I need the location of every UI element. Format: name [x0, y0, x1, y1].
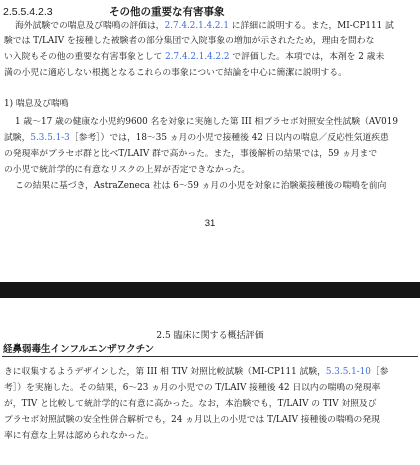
- text-run: プラセボ対照試験の安全性併合解析でも，24 ヵ月以上の小児では T/LAIV 接種後の喘鳴の発現: [4, 415, 380, 425]
- text-run: ［参: [370, 367, 389, 377]
- paragraph-line: [4, 132, 389, 144]
- document-page-bottom: [0, 298, 420, 465]
- text-run: に詳細に説明する。また，MI-CP111 試: [228, 21, 394, 31]
- text-run: い入院もその他の重要な有害事象として: [4, 52, 166, 62]
- text-run: この結果に基づき，AstraZeneca 社は 6～59 ヵ月の小児を対象に治験薬接種後の喘鳴を前向: [15, 181, 387, 191]
- paragraph-line: [4, 398, 377, 410]
- cross-reference-link[interactable]: 5.3.5.1-3: [30, 133, 70, 143]
- page-number: 31: [204, 218, 216, 229]
- paragraph-line: [4, 366, 388, 378]
- text-run: 考］）を実施した。その結果，6～23 ヵ月の小児での T/LAIV 接種後 42 日以内の喘鳴の発現率: [4, 383, 381, 393]
- page-gap: [0, 262, 420, 282]
- text-run: で評価した。本項では，本剤を 2 歳未: [229, 52, 385, 62]
- paragraph-line: [4, 148, 377, 160]
- paragraph-line: [4, 164, 250, 176]
- paragraph-line: [4, 67, 347, 79]
- page-separator: [0, 282, 420, 298]
- paragraph-line: [4, 35, 374, 47]
- cross-reference-link[interactable]: 2.7.4.2.1.4.2.2: [165, 52, 230, 62]
- subheading-asthma-wheezing: 1) 喘息及び喘鳴: [4, 99, 69, 109]
- text-run: が，TIV と比較して統計学的に有意に高かった。なお，本治験でも，T/LAIV の TIV 対照及び: [4, 399, 377, 409]
- text-run: 海外試験での喘息及び喘鳴の評価は，: [15, 21, 165, 31]
- paragraph-line: [15, 180, 386, 192]
- paragraph-line: [15, 116, 398, 128]
- paragraph-line: [4, 430, 154, 442]
- text-run: の小児で統計学的に有意なリスクの上昇が否定できなかった。: [4, 165, 251, 175]
- running-header: 2.5 臨床に関する概括評価: [156, 331, 264, 341]
- text-run: 験では T/LAIV を接種した被験者の部分集団で入院事象の増加が示されたため，理由を問わな: [4, 36, 375, 46]
- paragraph-line: [4, 51, 384, 63]
- text-run: 満の小児に適応しない根拠となるこれらの事象について結論を中心に簡潔に説明する。: [4, 68, 347, 78]
- text-run: の発現率がプラセボ群と比べT/LAIV 群で高かった。また，事後解析の結果では，59 ヵ月まで: [4, 149, 378, 159]
- text-run: ［参考］）では，18～35 ヵ月の小児で接種後 42 日以内の喘息／反応性気道疾患: [69, 133, 389, 143]
- section-heading: [3, 4, 225, 19]
- cross-reference-link[interactable]: 2.7.4.2.1.4.2.1: [164, 21, 229, 31]
- running-title: 経鼻弱毒生インフルエンザワクチン: [3, 344, 155, 355]
- header-rule: [2, 356, 418, 357]
- cross-reference-link[interactable]: 5.3.5.1-10: [325, 367, 371, 377]
- paragraph-line: [15, 20, 394, 32]
- section-number: 2.5.5.4.2.3: [3, 6, 53, 18]
- paragraph-line: [4, 382, 380, 394]
- paragraph-line: [4, 414, 380, 426]
- section-title: その他の重要な有害事象: [109, 6, 225, 18]
- text-run: 率に有意な上昇は認められなかった。: [4, 431, 154, 441]
- text-run: 試験，: [4, 133, 31, 143]
- text-run: きに収集するようデザインした，第 III 相 TIV 対照比較試験（MI-CP111 試験，: [4, 367, 326, 377]
- text-run: 1 歳～17 歳の健康な小児約9600 名を対象に実施した第 III 相プラセボ対照安全性試験（AV019: [15, 117, 398, 127]
